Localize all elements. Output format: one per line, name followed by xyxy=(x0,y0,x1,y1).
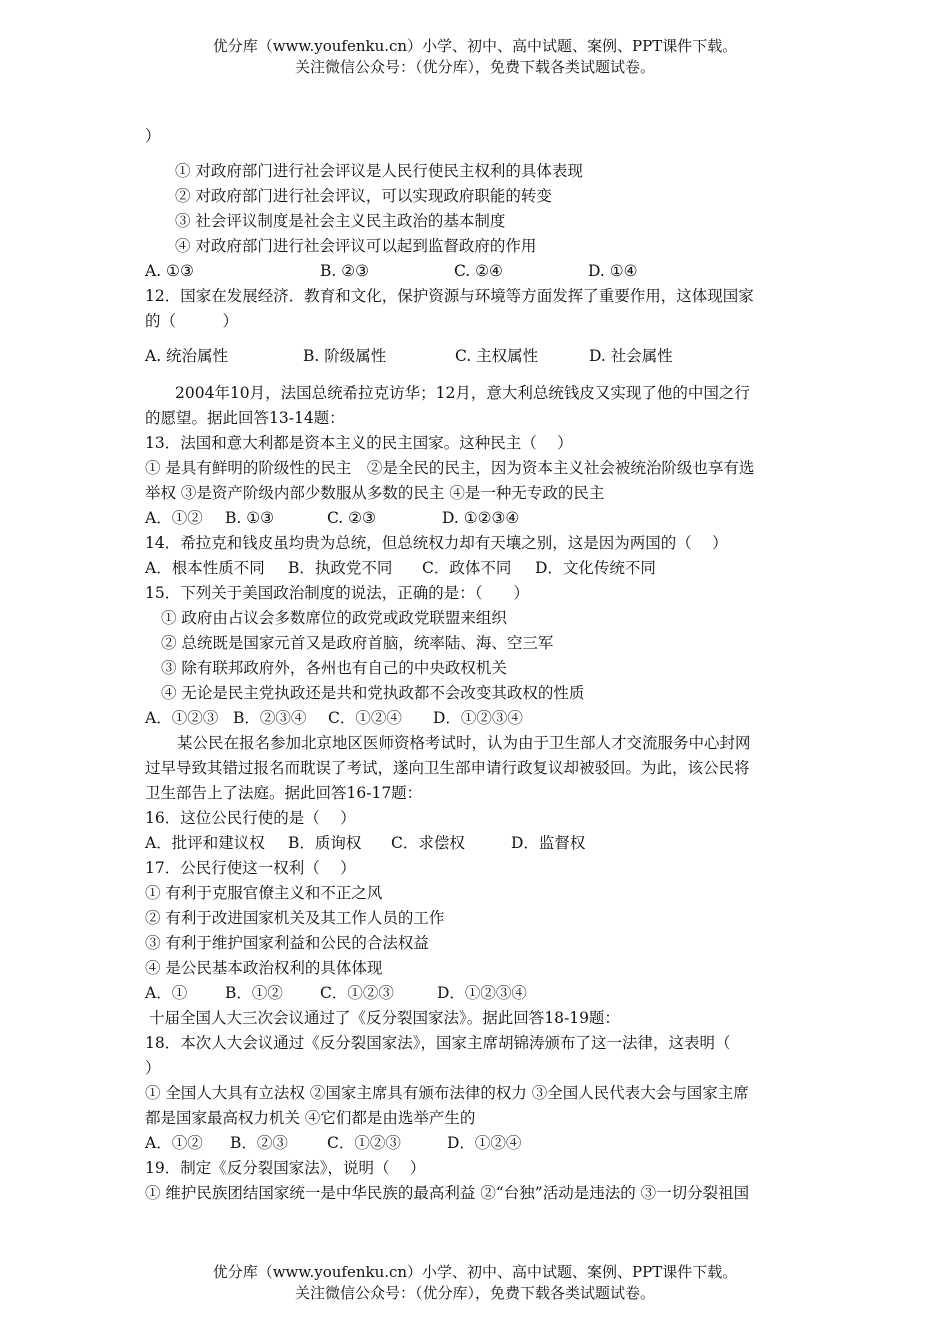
q12-options xyxy=(145,344,810,369)
intro-13-14-line-1: 2004年10月，法国总统希拉克访华；12月，意大利总统钱皮又实现了他的中国之行 xyxy=(175,384,750,402)
q11-stem-tail: ） xyxy=(145,127,161,145)
q17-item-2: ② 有利于改进国家机关及其工作人员的工作 xyxy=(145,909,445,927)
q18-statements-line-2: 都是国家最高权力机关 ④它们都是由选举产生的 xyxy=(145,1109,476,1127)
q12-option-a: A. 统治属性 xyxy=(145,347,229,365)
q13-option-d: D. ①②③④ xyxy=(442,509,520,527)
q11-item-1: ① 对政府部门进行社会评议是人民行使民主权利的具体表现 xyxy=(175,162,583,180)
q15-option-a: A．①②③ xyxy=(145,709,219,727)
q17-options xyxy=(145,981,810,1006)
q17-option-b: B．①② xyxy=(225,984,283,1002)
q15-item-4: ④ 无论是民主党执政还是共和党执政都不会改变其政权的性质 xyxy=(161,684,585,702)
q15-option-c: C．①②④ xyxy=(328,709,402,727)
q14-option-d: D．文化传统不同 xyxy=(535,559,656,577)
q16-stem: 16．这位公民行使的是（ ） xyxy=(145,809,356,827)
q17-option-d: D．①②③④ xyxy=(437,984,527,1002)
q11-item-3: ③ 社会评议制度是社会主义民主政治的基本制度 xyxy=(175,212,506,230)
q12-stem-line-1: 12．国家在发展经济．教育和文化，保护资源与环境等方面发挥了重要作用，这体现国家 xyxy=(145,287,754,305)
q14-option-c: C．政体不同 xyxy=(422,559,512,577)
q16-option-b: B．质询权 xyxy=(288,834,362,852)
q14-option-b: B．执政党不同 xyxy=(288,559,393,577)
q18-option-d: D．①②④ xyxy=(447,1134,522,1152)
q17-option-a: A．① xyxy=(145,984,188,1002)
q16-option-d: D．监督权 xyxy=(511,834,586,852)
q14-option-a: A．根本性质不同 xyxy=(145,559,265,577)
q13-option-b: B. ①③ xyxy=(225,509,275,527)
header-line-2: 关注微信公众号：（优分库），免费下载各类试题试卷。 xyxy=(294,58,655,76)
q18-statements-line-1: ① 全国人大具有立法权 ②国家主席具有颁布法律的权力 ③全国人民代表大会与国家主席 xyxy=(145,1084,749,1102)
page-footer xyxy=(0,1262,950,1304)
q16-options xyxy=(145,831,810,856)
q17-item-4: ④ 是公民基本政治权利的具体体现 xyxy=(145,959,383,977)
intro-16-17-line-3: 卫生部告上了法庭。据此回答16-17题： xyxy=(145,784,423,802)
intro-18-19: 十届全国人大三次会议通过了《反分裂国家法》。据此回答18-19题： xyxy=(149,1009,620,1027)
footer-line-1: 优分库（www.youfenku.cn）小学、初中、高中试题、案例、PPT课件下载。 xyxy=(212,1263,738,1281)
q12-option-c: C. 主权属性 xyxy=(455,347,539,365)
q12-option-b: B. 阶级属性 xyxy=(303,347,387,365)
header-line-1: 优分库（www.youfenku.cn）小学、初中、高中试题、案例、PPT课件下载。 xyxy=(212,37,738,55)
q15-stem: 15．下列关于美国政治制度的说法，正确的是：（ ） xyxy=(145,584,529,602)
q13-stem: 13．法国和意大利都是资本主义的民主国家。这种民主（ ） xyxy=(145,434,573,452)
q11-options xyxy=(145,259,810,284)
q17-option-c: C．①②③ xyxy=(320,984,394,1002)
q18-stem-line-2: ） xyxy=(145,1059,161,1077)
q13-option-c: C. ②③ xyxy=(327,509,376,527)
q11-item-4: ④ 对政府部门进行社会评议可以起到监督政府的作用 xyxy=(175,237,537,255)
q11-option-c: C. ②④ xyxy=(454,262,503,280)
q17-stem: 17．公民行使这一权利（ ） xyxy=(145,859,356,877)
q15-item-1: ① 政府由占议会多数席位的政党或政党联盟来组织 xyxy=(161,609,507,627)
q15-option-d: D．①②③④ xyxy=(433,709,523,727)
intro-13-14-line-2: 的愿望。据此回答13-14题： xyxy=(145,409,345,427)
q11-item-2: ② 对政府部门进行社会评议，可以实现政府职能的转变 xyxy=(175,187,552,205)
q11-option-b: B. ②③ xyxy=(320,262,370,280)
footer-line-2: 关注微信公众号：（优分库），免费下载各类试题试卷。 xyxy=(294,1284,655,1302)
intro-16-17-line-2: 过早导致其错过报名而耽误了考试，遂向卫生部申请行政复议却被驳回。为此，该公民将 xyxy=(145,759,750,777)
q18-options xyxy=(145,1131,810,1156)
q16-option-a: A．批评和建议权 xyxy=(145,834,265,852)
q17-item-3: ③ 有利于维护国家利益和公民的合法权益 xyxy=(145,934,429,952)
q18-option-c: C．①②③ xyxy=(327,1134,401,1152)
q12-option-d: D. 社会属性 xyxy=(589,347,673,365)
intro-16-17-line-1: 某公民在报名参加北京地区医师资格考试时，认为由于卫生部人才交流服务中心封网 xyxy=(177,734,751,752)
q18-option-a: A．①② xyxy=(145,1134,203,1152)
q16-option-c: C．求偿权 xyxy=(391,834,465,852)
q19-statements-line-1: ① 维护民族团结国家统一是中华民族的最高利益 ②“台独”活动是违法的 ③一切分裂祖国 xyxy=(145,1184,750,1202)
q15-item-2: ② 总统既是国家元首又是政府首脑，统率陆、海、空三军 xyxy=(161,634,554,652)
q12-stem-line-2: 的（ ） xyxy=(145,312,239,330)
q14-options xyxy=(145,556,810,581)
q19-stem: 19．制定《反分裂国家法》，说明（ ） xyxy=(145,1159,426,1177)
q14-stem: 14．希拉克和钱皮虽均贵为总统，但总统权力却有天壤之别，这是因为两国的（ ） xyxy=(145,534,728,552)
q18-stem-line-1: 18．本次人大会议通过《反分裂国家法》，国家主席胡锦涛颁布了这一法律，这表明（ xyxy=(145,1034,731,1052)
q13-option-a: A．①② xyxy=(145,509,203,527)
q11-option-a: A. ①③ xyxy=(145,262,194,280)
q15-option-b: B．②③④ xyxy=(233,709,307,727)
q11-option-d: D. ①④ xyxy=(588,262,638,280)
q13-statements-line-2: 举权 ③是资产阶级内部少数服从多数的民主 ④是一种无专政的民主 xyxy=(145,484,605,502)
q15-options xyxy=(145,706,810,731)
page-header xyxy=(0,36,950,78)
q13-statements-line-1: ① 是具有鲜明的阶级性的民主 ②是全民的民主，因为资本主义社会被统治阶级也享有选 xyxy=(145,459,755,477)
q18-option-b: B．②③ xyxy=(230,1134,288,1152)
q15-item-3: ③ 除有联邦政府外，各州也有自己的中央政权机关 xyxy=(161,659,507,677)
q13-options xyxy=(145,506,810,531)
q17-item-1: ① 有利于克服官僚主义和不正之风 xyxy=(145,884,383,902)
exam-content xyxy=(145,124,810,1206)
